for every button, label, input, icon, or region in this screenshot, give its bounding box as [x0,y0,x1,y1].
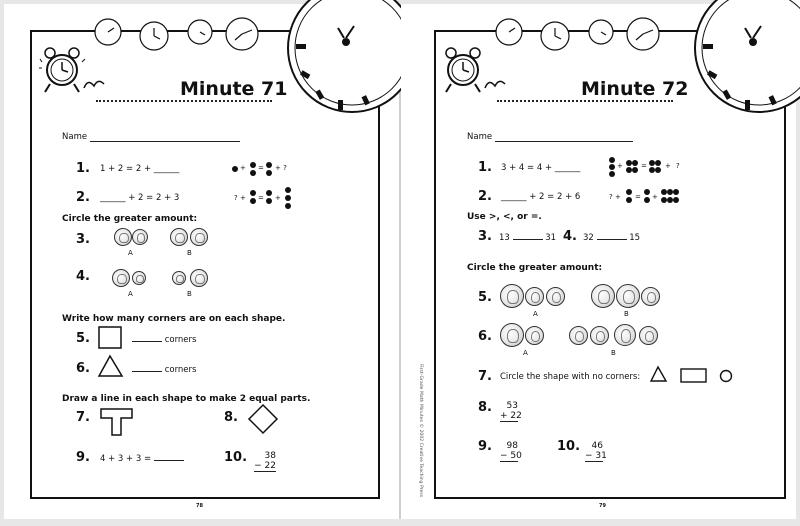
question-text: Circle the shape with no corners: [500,372,641,382]
left-page: Minute 71 Name 1. 1 + 2 = 2 + ______ + = + ? 2. ______ + 2 = 2 + 3 ? + = + Circle the greater amount: 3. A B 4. A B Write how many corners are on each shape. 5. corners 6. corners Draw a line in each shape to make 2 equal parts. 7. 8. 9. 4 + 3 + 3 = 10. 38 − 22 78 [4,4,399,519]
question-text: ______ + 2 = 2 + 6 [501,192,581,202]
compare-blank[interactable]: 13 31 [499,233,557,243]
coin-icon [569,326,588,345]
option-label: A [533,310,538,318]
clock-row-icon [92,30,282,60]
question-number: 9. [76,450,90,465]
instruction: Draw a line in each shape to make 2 equal parts. [62,394,311,404]
question-number: 5. [478,290,492,305]
coin-icon [500,284,524,308]
spine-credit: First-Grade Math Minutes © 2002 Creative Teaching Press [418,364,423,498]
question-number: 10. [557,439,581,454]
option-label: A [523,349,528,357]
coin-icon [114,228,132,246]
option-label: B [624,310,629,318]
question-number: 6. [76,361,90,376]
question-number: 1. [478,160,492,175]
triangle-shape[interactable] [650,366,668,382]
coin-icon [190,228,208,246]
question-number: 3. [478,229,492,244]
instruction: Circle the greater amount: [62,214,198,224]
triangle-shape [98,354,124,378]
name-label: Name [62,132,88,142]
question-number: 7. [76,410,90,425]
coin-icon [614,324,636,346]
title-underline [96,100,272,102]
coin-icon [641,287,660,306]
question-number: 4. [563,229,577,244]
subtraction-problem: 38 − 22 [254,451,276,471]
answer-line[interactable]: corners [132,334,196,345]
question-text: 3 + 4 = 4 + ______ [501,163,581,173]
answer-line[interactable]: corners [132,364,196,375]
coin-icon [591,284,615,308]
question-number: 8. [478,400,492,415]
alarm-clock-icon [40,44,110,104]
right-page: First-Grade Math Minutes © 2002 Creative Teaching Press Minute 72 Name 1. 3 + 4 = 4 + ______ + = + ? 2. ______ + 2 = 2 + 6 ? + = + Use >, <, or =. 3. 13 31 4. 32 15 Circle the greater amount: 5. A B 6. A B 7. Circle the shape with no corners: 8. 53 + 22 9. 98 − 50 10. 46 − 31 79 [401,4,796,519]
page-title: Minute 72 [581,78,689,100]
question-number: 7. [478,369,492,384]
question-number: 2. [478,189,492,204]
question-number: 6. [478,329,492,344]
question-number: 5. [76,331,90,346]
instruction: Use >, <, or =. [467,212,542,222]
coin-icon [525,326,544,345]
subtraction-problem: 98 − 50 [500,441,522,461]
coin-icon [132,271,146,285]
square-shape [98,326,124,350]
instruction: Write how many corners are on each shape. [62,314,286,324]
question-number: 3. [76,232,90,247]
question-number: 8. [224,410,238,425]
instruction: Circle the greater amount: [467,263,603,273]
question-number: 2. [76,190,90,205]
clock-row-icon [493,30,683,60]
coin-icon [639,326,658,345]
page-number: 78 [196,503,203,509]
rectangle-shape[interactable] [680,368,708,384]
coin-icon [616,284,640,308]
alarm-clock-icon [441,44,511,104]
answer-line[interactable]: 4 + 3 + 3 = [100,453,184,464]
wall-clock-icon [681,30,787,126]
question-number: 10. [224,450,248,465]
name-field[interactable] [495,141,633,142]
subtraction-problem: 46 − 31 [585,441,607,461]
question-text: 1 + 2 = 2 + ______ [100,164,180,174]
question-number: 1. [76,161,90,176]
option-label: A [128,249,133,257]
question-text: ______ + 2 = 2 + 3 [100,193,180,203]
coin-icon [546,287,565,306]
coin-icon [190,269,208,287]
option-label: B [187,249,192,257]
title-underline [497,100,673,102]
coin-icon [132,229,148,245]
compare-blank[interactable]: 32 15 [583,233,641,243]
name-label: Name [467,132,493,142]
circle-shape[interactable] [719,369,733,383]
option-label: B [611,349,616,357]
coin-icon [500,323,524,347]
addition-problem: 53 + 22 [500,401,522,421]
t-shape [100,408,134,436]
option-label: A [128,290,133,298]
coin-icon [590,326,609,345]
diamond-shape [248,404,278,434]
option-label: B [187,290,192,298]
coin-icon [170,228,188,246]
question-number: 4. [76,269,90,284]
page-number: 79 [599,503,606,509]
wall-clock-icon [274,30,380,126]
coin-icon [112,269,130,287]
page-title: Minute 71 [180,78,288,100]
coin-icon [525,287,544,306]
coin-icon [172,271,186,285]
question-number: 9. [478,439,492,454]
name-field[interactable] [90,141,240,142]
